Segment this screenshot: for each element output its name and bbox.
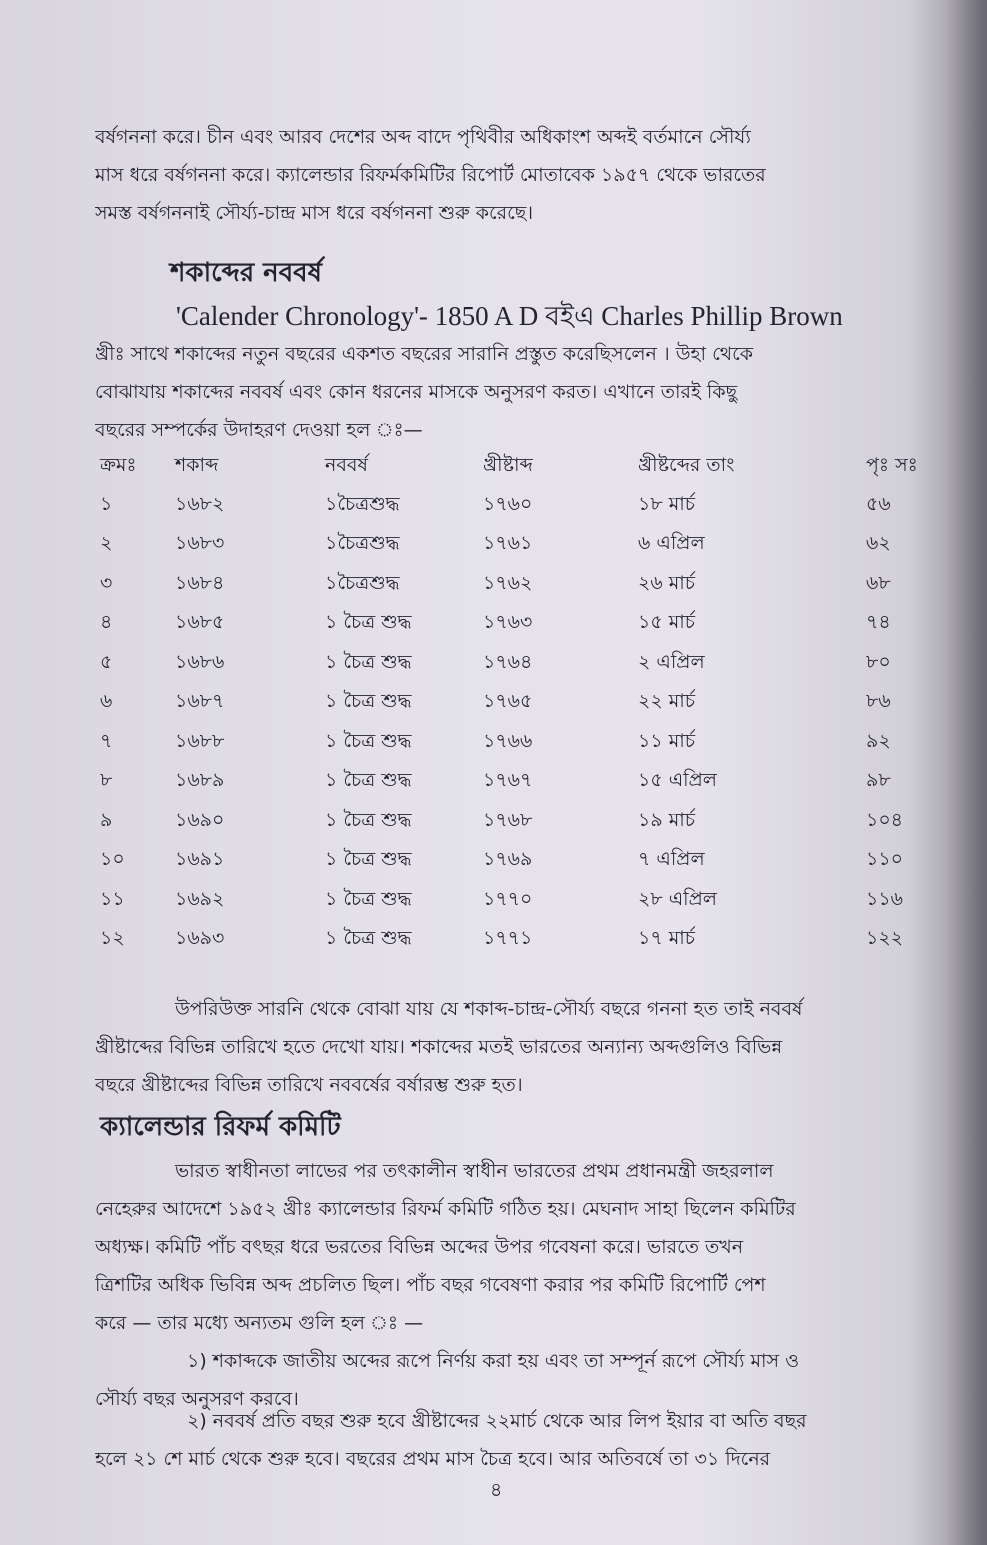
cell-ad-date: ২৮ এপ্রিল [638,887,717,910]
table-row [100,802,938,842]
cell-ad-date: ১৮ মার্চ [638,492,696,515]
section-heading-saka-new-year: শকাব্দের নববর্ষ [170,258,322,288]
text-line: নেহেরুর আদেশে ১৯৫২ খ্রীঃ ক্যালেন্ডার রিফর্ম কমিটি গঠিত হয়। মেঘনাদ সাহা ছিলেন কমিটির [95,1198,796,1220]
cell-new-year: ১ চৈত্র শুদ্ধ [325,729,412,752]
column-header-saka: শকাব্দ [175,454,219,476]
table-row [100,605,938,645]
cell-new-year: ১ চৈত্র শুদ্ধ [325,808,412,831]
cell-serial: ৫ [100,650,113,673]
page-number: ৪ [490,1479,503,1501]
table-intro-paragraph [95,335,940,449]
intro-paragraph [95,118,940,232]
book-reference-line: 'Calender Chronology'- 1850 A D বইএ Charles Phillip Brown [176,301,843,331]
cell-new-year: ১ চৈত্র শুদ্ধ [325,650,412,673]
cell-ad-year: ১৭৬৬ [483,729,533,752]
reform-point-2 [95,1402,940,1478]
table-row [100,565,938,605]
cell-new-year: ১ চৈত্র শুদ্ধ [325,848,412,871]
cell-saka: ১৬৯২ [175,887,225,910]
cell-ad-year: ১৭৬৩ [483,611,533,634]
cell-serial: ৭ [100,729,113,752]
cell-saka: ১৬৮৪ [175,571,225,594]
cell-new-year: ১ চৈত্র শুদ্ধ [325,611,412,634]
page-spine-shadow [947,0,987,1545]
cell-serial: ৯ [100,808,113,831]
text-line: ২) নববর্ষ প্রতি বছর শুরু হবে খ্রীষ্টাব্দের ২২মার্চ থেকে আর লিপ ইয়ার বা অতি বছর [187,1410,807,1432]
table-row [100,921,938,961]
cell-page: ৮৬ [866,690,891,713]
cell-ad-year: ১৭৬২ [483,571,533,594]
cell-page: ১১৬ [866,887,904,910]
table-row [100,842,938,882]
text-line: সৌর্য্য বছর অনুসরণ করবে। [95,1388,299,1410]
cell-page: ১২২ [866,927,904,950]
text-line: ১) শকাব্দকে জাতীয় অব্দের রূপে নির্ণয় করা হয় এবং তা সম্পূর্ন রূপে সৌর্য্য মাস ও [187,1350,800,1372]
cell-ad-date: ২৬ মার্চ [638,571,696,594]
cell-ad-date: ১৫ মার্চ [638,611,696,634]
cell-new-year: ১চৈত্রশুদ্ধ [325,532,400,555]
cell-ad-year: ১৭৬০ [483,492,533,515]
table-header-row [100,448,938,486]
cell-ad-year: ১৭৬৯ [483,848,533,871]
cell-ad-year: ১৭৬৭ [483,769,533,792]
table-row [100,644,938,684]
column-header-serial: ক্রমঃ [100,454,137,476]
text-line: বোঝাযায় শকাব্দের নববর্ষ এবং কোন ধরনের মাসকে অনুসরণ করত। এখানে তারই কিছু [95,381,738,403]
cell-serial: ৬ [100,690,113,713]
column-header-page: পৃঃ সঃ [866,454,918,476]
column-header-ad-date: খ্রীষ্টব্দের তাং [638,454,735,476]
cell-ad-year: ১৭৭০ [483,887,533,910]
text-line: উপরিউক্ত সারনি থেকে বোঝা যায় যে শকাব্দ-চান্দ্র-সৌর্য্য বছরে গননা হত তাই নববর্ষ [175,998,803,1020]
table-row [100,526,938,566]
table-conclusion-paragraph [95,990,940,1104]
cell-saka: ১৬৮৬ [175,650,225,673]
cell-new-year: ১ চৈত্র শুদ্ধ [325,887,412,910]
cell-saka: ১৬৮৮ [175,729,225,752]
cell-saka: ১৬৯০ [175,808,225,831]
cell-page: ৬২ [866,532,891,555]
text-line: খ্রীঃ সাথে শকাব্দের নতুন বছরের একশত বছরের সারানি প্রস্তুত করেছিসলেন । উহা থেকে [95,343,754,365]
cell-serial: ২ [100,532,113,555]
cell-page: ১০৪ [866,808,904,831]
column-header-ad-year: খ্রীষ্টাব্দ [483,454,533,476]
cell-serial: ৮ [100,769,113,792]
column-header-new-year: নববর্ষ [325,454,368,476]
text-line: হলে ২১ শে মার্চ থেকে শুরু হবে। বছরের প্রথম মাস চৈত্র হবে। আর অতিবর্ষে তা ৩১ দিনের [95,1448,771,1470]
cell-serial: ১১ [100,887,125,910]
cell-serial: ৪ [100,611,113,634]
cell-ad-date: ৭ এপ্রিল [638,848,705,871]
text-line: খ্রীষ্টাব্দের বিভিন্ন তারিখে হতে দেখো যায়। শকাব্দের মতই ভারতের অন্যান্য অব্দগুলিও বিভিন্ন [95,1036,783,1058]
cell-page: ৮০ [866,650,891,673]
cell-serial: ১০ [100,848,125,871]
cell-ad-date: ২ এপ্রিল [638,650,705,673]
cell-page: ৯৮ [866,769,891,792]
cell-serial: ১২ [100,927,125,950]
cell-new-year: ১ চৈত্র শুদ্ধ [325,927,412,950]
cell-new-year: ১চৈত্রশুদ্ধ [325,492,400,515]
cell-saka: ১৬৮৭ [175,690,225,713]
cell-ad-year: ১৭৬৪ [483,650,533,673]
cell-saka: ১৬৮২ [175,492,225,515]
cell-page: ৯২ [866,729,891,752]
text-line: করে — তার মধ্যে অন্যতম গুলি হল ঃ — [95,1312,424,1334]
table-row [100,723,938,763]
reform-committee-paragraph [95,1152,940,1342]
cell-new-year: ১ চৈত্র শুদ্ধ [325,690,412,713]
text-line: বর্ষগননা করে। চীন এবং আরব দেশের অব্দ বাদে পৃথিবীর অধিকাংশ অব্দই বর্তমানে সৌর্য্য [95,126,751,148]
cell-ad-year: ১৭৬৮ [483,808,533,831]
saka-chronology-table [100,448,938,960]
cell-ad-date: ৬ এপ্রিল [638,532,705,555]
text-line: ত্রিশটির অধিক ভিবিন্ন অব্দ প্রচলিত ছিল। পাঁচ বছর গবেষণা করার পর কমিটি রিপোর্টি পেশ [95,1274,766,1296]
table-body [100,486,938,960]
section-heading-calendar-reform: ক্যালেন্ডার রিফর্ম কমিটি [100,1112,341,1142]
table-row [100,684,938,724]
text-line: সমস্ত বর্ষগননাই সৌর্য্য-চান্দ্র মাস ধরে বর্ষগননা শুরু করেছে। [95,202,534,224]
cell-saka: ১৬৮৩ [175,532,225,555]
cell-ad-date: ১৭ মার্চ [638,927,696,950]
cell-new-year: ১ চৈত্র শুদ্ধ [325,769,412,792]
text-line: বছরে খ্রীষ্টাব্দের বিভিন্ন তারিখে নববর্ষের বর্ষারম্ভ শুরু হত। [95,1074,523,1096]
cell-ad-year: ১৭৬১ [483,532,533,555]
table-row [100,763,938,803]
cell-page: ১১০ [866,848,904,871]
cell-ad-year: ১৭৬৫ [483,690,533,713]
text-line: বছরের সম্পর্কের উদাহরণ দেওয়া হল ঃ— [95,419,423,441]
cell-page: ৫৬ [866,492,891,515]
cell-serial: ৩ [100,571,113,594]
cell-serial: ১ [100,492,113,515]
cell-ad-date: ২২ মার্চ [638,690,696,713]
cell-new-year: ১চৈত্রশুদ্ধ [325,571,400,594]
cell-ad-date: ১১ মার্চ [638,729,696,752]
cell-saka: ১৬৯৩ [175,927,225,950]
cell-ad-year: ১৭৭১ [483,927,533,950]
cell-saka: ১৬৮৫ [175,611,225,634]
cell-page: ৬৮ [866,571,891,594]
text-line: মাস ধরে বর্ষগননা করে। ক্যালেন্ডার রিফর্মকমিটির রিপোর্ট মোতাবেক ১৯৫৭ থেকে ভারতের [95,164,766,186]
text-line: অধ্যক্ষ। কমিটি পাঁচ বৎছর ধরে ভরতের বিভিন্ন অব্দের উপর গবেষনা করে। ভারতে তখন [95,1236,744,1258]
cell-ad-date: ১৫ এপ্রিল [638,769,717,792]
cell-saka: ১৬৮৯ [175,769,225,792]
table-row [100,486,938,526]
text-line: ভারত স্বাধীনতা লাভের পর তৎকালীন স্বাধীন ভারতের প্রথম প্রধানমন্ত্রী জহরলাল [175,1160,774,1182]
table-row [100,881,938,921]
cell-ad-date: ১৯ মার্চ [638,808,696,831]
cell-saka: ১৬৯১ [175,848,225,871]
cell-page: ৭৪ [866,611,891,634]
